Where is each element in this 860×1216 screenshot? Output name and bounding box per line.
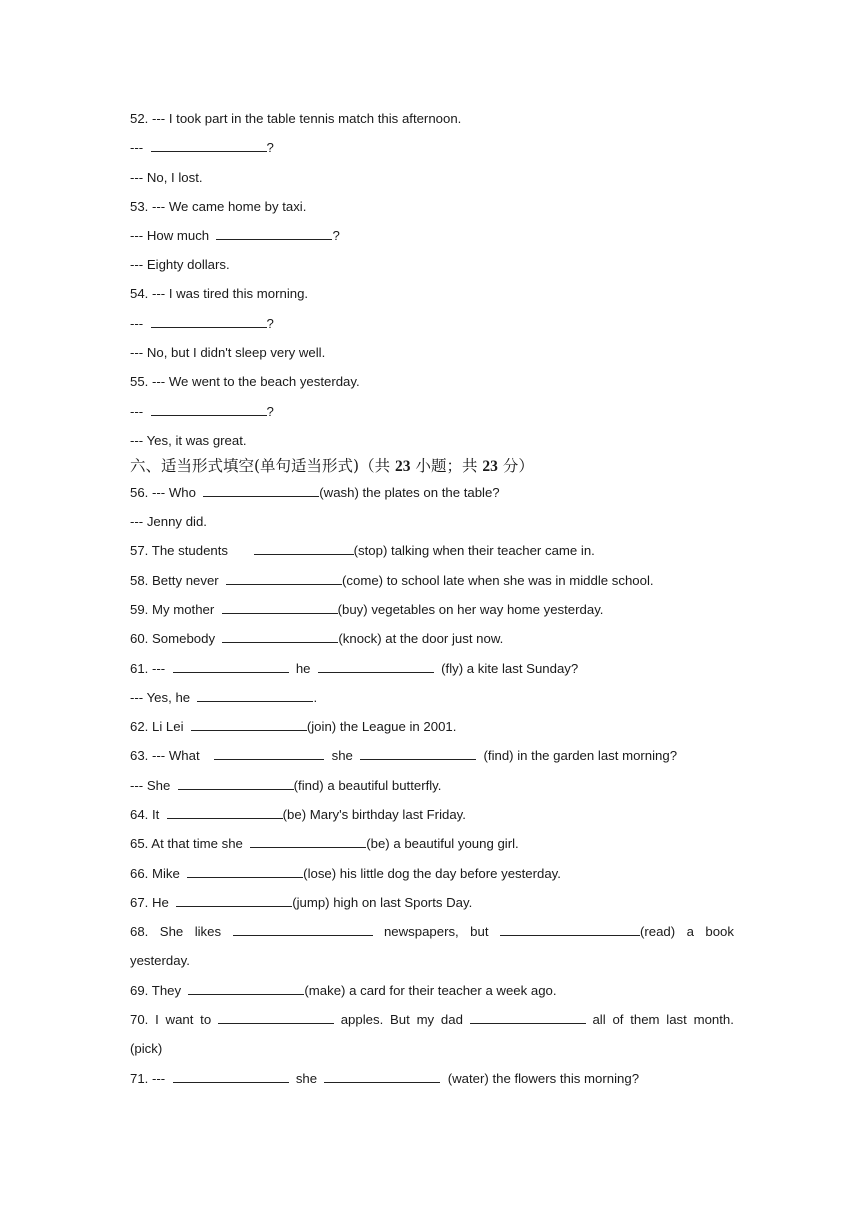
prompt-text: --- She [130,778,171,793]
q55-blank[interactable] [151,403,267,416]
prompt-text: (make) a card for their teacher a week ago. [304,983,557,998]
word: my [416,1012,435,1027]
section-heading [130,456,534,477]
q56-line [130,484,500,502]
q52-line1: 52. --- I took part in the table tennis match this afternoon. [130,111,462,126]
q53-line3: --- Eighty dollars. [130,257,230,272]
word: dad [440,1012,463,1027]
q70-line2: (pick) [130,1041,163,1056]
q71-blank-1[interactable] [173,1070,289,1083]
q60-line [130,630,503,648]
prompt-text: (knock) at the door just now. [338,631,504,646]
q55-line3: --- Yes, it was great. [130,433,247,448]
prompt-text: (water) the flowers this morning? [447,1071,640,1086]
prompt-text: 61. --- [130,661,166,676]
q64-line [130,806,466,824]
q63-line [130,747,677,765]
q71-blank-2[interactable] [324,1070,440,1083]
q54-blank[interactable] [151,315,267,328]
q62-line [130,718,456,736]
q54-line3: --- No, but I didn't sleep very well. [130,345,326,360]
prompt-text: 66. Mike [130,866,180,881]
q66-blank[interactable] [187,865,303,878]
q61-blank-1[interactable] [173,660,289,673]
prompt-text: (fly) a kite last Sunday? [441,661,579,676]
prompt-text: (find) in the garden last morning? [483,748,678,763]
word: a [686,924,694,939]
prompt-text: (buy) vegetables on her way home yesterday. [337,602,604,617]
dash: --- [130,140,144,155]
q54-line2 [130,315,274,333]
word: to [200,1012,212,1027]
prompt-text: 57. The students [130,543,228,558]
q68-blank-2[interactable] [500,923,640,936]
word: month. [693,1012,734,1027]
q52-line3: --- No, I lost. [130,170,203,185]
prompt-text: he [295,661,311,676]
q67-line [130,894,472,912]
q70-line [130,1011,734,1029]
prompt-text: (be) a beautiful young girl. [366,836,519,851]
q59-line [130,601,603,619]
prompt-text: (be) Mary's birthday last Friday. [282,807,466,822]
q63-blank-2[interactable] [360,747,476,760]
prompt-text: (find) a beautiful butterfly. [293,778,442,793]
word: newspapers, [383,924,459,939]
question-mark: ? [266,140,274,155]
prompt-text: (stop) talking when their teacher came in. [353,543,595,558]
q71-line [130,1070,639,1088]
q64-blank[interactable] [167,806,283,819]
q67-blank[interactable] [176,894,292,907]
prompt-text: --- How much [130,228,210,243]
q56-blank[interactable] [203,484,319,497]
prompt-text: 59. My mother [130,602,215,617]
prompt-text: (wash) the plates on the table? [319,485,500,500]
prompt-text: she [295,1071,318,1086]
q53-line2 [130,227,340,245]
q60-blank[interactable] [222,630,338,643]
prompt-text: 56. --- Who [130,485,196,500]
question-mark: ? [266,404,274,419]
prompt-text: . [313,690,318,705]
q61-blank-3[interactable] [197,689,313,702]
word: apples. [340,1012,384,1027]
prompt-text: 71. --- [130,1071,166,1086]
word: I [155,1012,159,1027]
q65-line [130,835,519,853]
prompt-text: --- Yes, he [130,690,191,705]
prompt-text: 63. --- What [130,748,200,763]
q69-line [130,982,557,1000]
q68-blank-1[interactable] [233,923,373,936]
prompt-text: 64. It [130,807,160,822]
q66-line [130,865,561,883]
q62-blank[interactable] [191,718,307,731]
q61-answer [130,689,317,707]
question-mark: ? [266,316,274,331]
q53-blank[interactable] [216,227,332,240]
prompt-text: (come) to school late when she was in middle school. [342,573,654,588]
question-number: 68. [130,924,149,939]
q55-line2 [130,403,274,421]
heading-part: 六、适当形式填空(单句适当形式)（共 [130,457,396,475]
prompt-text: (join) the League in 2001. [306,719,457,734]
q69-blank[interactable] [188,982,304,995]
q70-blank-2[interactable] [470,1011,586,1024]
q63-blank-1[interactable] [214,747,324,760]
q53-line1: 53. --- We came home by taxi. [130,199,307,214]
q63-answer [130,777,441,795]
score-count: 23 [482,458,498,475]
q59-blank[interactable] [222,601,338,614]
word: but [470,924,489,939]
word: book [705,924,734,939]
prompt-text: 58. Betty never [130,573,219,588]
dash: --- [130,404,144,419]
word: want [165,1012,194,1027]
q57-blank[interactable] [254,542,354,555]
prompt-text: (lose) his little dog the day before yesterday. [303,866,561,881]
q52-blank[interactable] [151,139,267,152]
prompt-text: 69. They [130,983,182,998]
word: them [630,1012,660,1027]
q58-line [130,572,654,590]
q70-blank-1[interactable] [218,1011,334,1024]
q52-line2 [130,139,274,157]
q55-line1: 55. --- We went to the beach yesterday. [130,374,360,389]
question-mark: ? [332,228,340,243]
word: all [592,1012,606,1027]
q54-line1: 54. --- I was tired this morning. [130,286,309,301]
q61-line [130,660,578,678]
dash: --- [130,316,144,331]
q65-blank[interactable] [250,835,366,848]
heading-part: 小题；共 [410,457,483,475]
prompt-text: (jump) high on last Sports Day. [292,895,473,910]
heading-part: 分） [497,457,534,475]
prompt-text: 65. At that time she [130,836,243,851]
q57-line [130,542,595,560]
q68-line [130,923,734,941]
word: of [612,1012,624,1027]
question-number: 70. [130,1012,149,1027]
word: But [390,1012,410,1027]
q61-blank-2[interactable] [318,660,434,673]
word: (read) [639,924,676,939]
q58-blank[interactable] [226,572,342,585]
question-count: 23 [395,458,411,475]
prompt-text: 62. Li Lei [130,719,184,734]
q56-answer: --- Jenny did. [130,514,207,529]
q68-line2: yesterday. [130,953,190,968]
prompt-text: she [331,748,353,763]
prompt-text: 67. He [130,895,169,910]
word: last [666,1012,687,1027]
prompt-text: 60. Somebody [130,631,216,646]
word: She [159,924,184,939]
word: likes [194,924,222,939]
q63-blank-3[interactable] [178,777,294,790]
